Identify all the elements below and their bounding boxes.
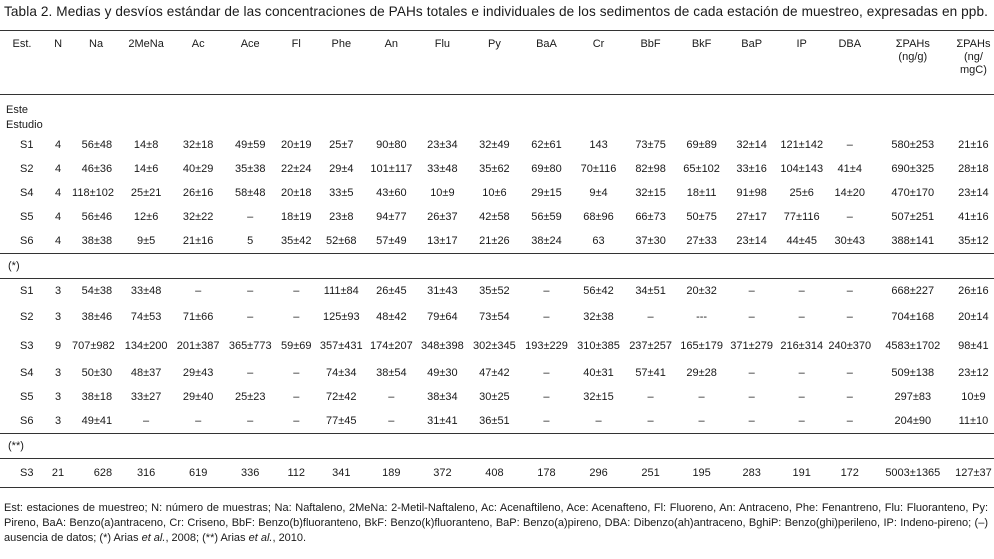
table-cell: 79±64 [427, 311, 458, 323]
station-cell: S3 [0, 459, 44, 488]
table-cell: 25±23 [234, 390, 266, 403]
table-cell: 371±279 [730, 340, 774, 352]
table-cell: 28±18 [958, 162, 989, 175]
table-cell: 172 [827, 459, 873, 488]
table-cell: 32±15 [583, 390, 614, 403]
table-cell: 195 [677, 459, 727, 488]
table-cell: 283 [727, 459, 777, 488]
table-cell: 31±41 [427, 414, 458, 427]
col-header: Na [72, 31, 120, 95]
table-cell: – [247, 414, 254, 427]
table-row [0, 205, 994, 229]
table-cell: 82±98 [635, 162, 666, 175]
table-cell: 22±24 [280, 162, 312, 175]
footnote-text: , 2008; (**) Arias [165, 532, 249, 544]
table-cell: 43±60 [376, 186, 407, 199]
table-cell: 3 [54, 366, 62, 379]
table-footnote [4, 501, 988, 546]
group-label-row [0, 95, 994, 134]
table-cell: 74±34 [326, 366, 357, 379]
table-row [0, 361, 994, 385]
table-cell: 580±253 [891, 138, 935, 151]
col-header: Fl [276, 31, 316, 95]
table-cell: – [276, 279, 316, 304]
table-cell: – [827, 279, 873, 304]
table-cell: 3 [44, 279, 72, 304]
col-header: Cr [573, 31, 625, 95]
table-cell: 38±24 [531, 234, 562, 247]
table-row [0, 385, 994, 409]
col-header: An [366, 31, 416, 95]
table-cell: – [846, 311, 853, 323]
group-label-row [0, 434, 994, 459]
table-cell: 52±68 [326, 234, 357, 247]
table-cell: 20±19 [280, 138, 312, 151]
table-cell: 48±42 [376, 311, 407, 323]
table-cell: 34±51 [625, 279, 677, 304]
table-cell: 3 [54, 390, 62, 403]
group-label [0, 434, 994, 459]
table-cell: – [846, 414, 853, 427]
footnote-etal: et al. [141, 532, 166, 544]
col-header: BaA [520, 31, 572, 95]
table-cell: 341 [316, 459, 366, 488]
table-cell: – [846, 390, 853, 403]
table-cell: – [388, 390, 395, 403]
table-cell: 38±54 [376, 366, 407, 379]
group-label [0, 254, 994, 279]
table-cell: – [846, 138, 853, 151]
station-cell: S6 [20, 234, 34, 247]
table-cell: 30±43 [834, 234, 865, 247]
table-cell: 35±12 [958, 234, 989, 247]
table-cell: 54±38 [72, 279, 120, 304]
col-header: Py [468, 31, 520, 95]
table-cell: – [798, 311, 805, 323]
col-header: Ace [224, 31, 276, 95]
table-cell: 104±143 [780, 162, 824, 175]
table-cell: 40±29 [182, 162, 214, 175]
table-cell: – [247, 311, 254, 323]
table-cell: 29±15 [531, 186, 562, 199]
table-cell: 27±17 [736, 210, 767, 223]
station-cell: S1 [20, 138, 34, 151]
table-cell: 49±30 [427, 366, 458, 379]
table-cell: 69±89 [686, 138, 717, 151]
table-cell: 33±16 [736, 162, 767, 175]
table-cell: 4583±1702 [885, 340, 941, 352]
table-cell: – [224, 279, 276, 304]
table-cell: 66±73 [635, 210, 666, 223]
col-header: BaP [727, 31, 777, 95]
table-caption: Tabla 2. Medias y desvíos estándar de las concentraciones de PAHs totales e individuales de los sedimentos de cada estación de muestreo, expresadas en ppb. [4, 4, 988, 19]
table-cell: 27±33 [686, 234, 717, 247]
table-cell: 704±168 [891, 311, 935, 323]
table-cell: 121±142 [780, 138, 824, 151]
table-cell: 35±42 [280, 234, 312, 247]
table-row [0, 459, 994, 488]
table-cell: 628 [72, 459, 120, 488]
group-label-line: Este [6, 104, 29, 116]
table-cell: 302±345 [473, 340, 516, 352]
table-cell: 101±117 [370, 162, 413, 175]
table-cell: 32±15 [635, 186, 666, 199]
table-cell: 26±16 [182, 186, 214, 199]
table-cell: 204±90 [894, 414, 932, 427]
table-cell: 336 [224, 459, 276, 488]
col-header-line: ΣPAHs [956, 38, 991, 50]
table-cell: 33±48 [120, 279, 172, 304]
table-cell: 14±20 [834, 186, 865, 199]
table-cell: 372 [416, 459, 468, 488]
table-cell: – [777, 279, 827, 304]
col-header: N [44, 31, 72, 95]
table-cell: 20±32 [677, 279, 727, 304]
table-cell: 388±141 [891, 234, 935, 247]
table-cell: 40±31 [583, 366, 614, 379]
table-cell: 48±37 [130, 366, 162, 379]
table-cell: – [293, 366, 300, 379]
table-cell: 65±102 [683, 162, 720, 175]
col-header: Phe [316, 31, 366, 95]
col-header: IP [777, 31, 827, 95]
table-cell: 5003±1365 [873, 459, 953, 488]
table-row [0, 229, 994, 254]
table-cell: 216±314 [780, 340, 824, 352]
col-header: Est. [0, 31, 44, 95]
table-cell: – [388, 414, 395, 427]
table-row [0, 133, 994, 157]
table-cell: 143 [589, 138, 608, 151]
table-cell: 507±251 [891, 210, 935, 223]
table-cell: 50±30 [81, 366, 113, 379]
table-cell: – [748, 390, 755, 403]
table-cell: 165±179 [680, 340, 723, 352]
table-cell: 77±116 [783, 210, 820, 223]
table-cell: 35±38 [234, 162, 266, 175]
table-cell: 193±229 [525, 340, 568, 352]
station-cell: S4 [20, 366, 34, 379]
table-cell: --- [696, 311, 708, 323]
table-cell: 178 [520, 459, 572, 488]
table-cell: 509±138 [891, 366, 935, 379]
station-cell: S2 [20, 311, 34, 323]
table-cell: 29±43 [182, 366, 214, 379]
table-cell: 41±16 [958, 210, 989, 223]
table-cell: – [543, 414, 550, 427]
table-cell: 32±22 [182, 210, 214, 223]
station-cell: S5 [20, 210, 34, 223]
table-cell: 9±5 [136, 234, 156, 247]
table-cell: 12±6 [133, 210, 159, 223]
table-cell: 38±38 [81, 234, 113, 247]
table-cell: 70±116 [580, 162, 617, 175]
table-cell: 98±41 [958, 340, 989, 352]
table-cell: 56±42 [573, 279, 625, 304]
table-cell: 9±4 [589, 186, 608, 199]
table-cell: 13±17 [427, 234, 458, 247]
col-header: 2MeNa [120, 31, 172, 95]
table-cell: 32±49 [479, 138, 510, 151]
table-cell: 26±45 [366, 279, 416, 304]
table-cell: 125±93 [322, 311, 360, 323]
table-cell: 30±25 [479, 390, 510, 403]
col-header-line: ΣPAHs [895, 38, 930, 50]
table-cell: 77±45 [326, 414, 357, 427]
table-row [0, 181, 994, 205]
table-cell: 240±370 [828, 340, 872, 352]
table-cell: 73±54 [479, 311, 510, 323]
table-cell: – [195, 414, 202, 427]
table-cell: 38±46 [81, 311, 113, 323]
table-cell: 14±6 [133, 162, 159, 175]
table-cell: 18±11 [686, 186, 717, 199]
col-header: DBA [827, 31, 873, 95]
table-cell: 32±18 [182, 138, 214, 151]
table-cell: – [698, 414, 705, 427]
table-cell: – [520, 279, 572, 304]
table-cell: 10±9 [430, 186, 455, 199]
table-cell: 62±61 [531, 138, 562, 151]
group-label-line: (*) [8, 259, 20, 272]
table-cell: 357±431 [319, 340, 363, 352]
table-cell: 316 [120, 459, 172, 488]
table-cell: 4 [54, 138, 62, 151]
table-cell: 46±36 [81, 162, 113, 175]
table-cell: 90±80 [376, 138, 407, 151]
table-cell: 5 [247, 234, 254, 247]
group-label-line: (**) [8, 439, 24, 452]
table-cell: 297±83 [894, 390, 932, 403]
table-cell: – [727, 279, 777, 304]
table-cell: 4 [54, 234, 62, 247]
table-cell: 38±18 [81, 390, 113, 403]
table-cell: 25±21 [130, 186, 162, 199]
table-cell: 49±41 [81, 414, 113, 427]
table-cell: 127±37 [953, 459, 994, 488]
table-cell: 44±45 [786, 234, 817, 247]
table-cell: – [647, 390, 654, 403]
station-cell: S6 [20, 414, 34, 427]
table-cell: – [846, 366, 853, 379]
table-cell: 365±773 [228, 340, 272, 352]
table-cell: 33±5 [329, 186, 354, 199]
table-cell: 3 [54, 311, 62, 323]
table-cell: – [798, 390, 805, 403]
table-cell: 4 [54, 186, 62, 199]
table-cell: – [293, 311, 300, 323]
table-cell: 251 [625, 459, 677, 488]
table-cell: – [543, 390, 550, 403]
table-cell: – [647, 311, 654, 323]
table-cell: 619 [172, 459, 224, 488]
group-label [0, 95, 994, 134]
table-cell: – [595, 414, 602, 427]
table-cell: 33±27 [130, 390, 162, 403]
table-cell: 21 [44, 459, 72, 488]
header-row [0, 31, 994, 95]
table-cell: 29±28 [686, 366, 717, 379]
footnote-etal: et al. [248, 532, 273, 544]
table-cell: 49±59 [234, 138, 266, 151]
table-cell: – [247, 366, 254, 379]
table-cell: – [293, 390, 300, 403]
table-cell: 174±207 [369, 340, 413, 352]
table-cell: 71±66 [182, 311, 214, 323]
table-cell: 59±69 [280, 340, 312, 352]
table-cell: 191 [777, 459, 827, 488]
table-cell: 690±325 [891, 162, 935, 175]
table-cell: 72±42 [326, 390, 357, 403]
table-cell: 58±48 [234, 186, 266, 199]
table-cell: 32±14 [736, 138, 767, 151]
table-cell: 91±98 [736, 186, 767, 199]
table-cell: 23±12 [958, 366, 989, 379]
table-cell: – [543, 366, 550, 379]
table-cell: 18±19 [280, 210, 312, 223]
table-cell: 41±4 [837, 162, 862, 175]
table-cell: – [798, 414, 805, 427]
table-cell: – [172, 279, 224, 304]
table-cell: 32±38 [583, 311, 614, 323]
table-cell: 69±80 [531, 162, 562, 175]
station-cell: S1 [0, 279, 44, 304]
table-cell: 25±6 [789, 186, 814, 199]
table-cell: 26±16 [953, 279, 994, 304]
table-cell: 21±16 [958, 138, 989, 151]
table-cell: 21±16 [182, 234, 214, 247]
station-cell: S2 [20, 162, 34, 175]
table-cell: – [846, 210, 853, 223]
table-cell: 56±59 [531, 210, 562, 223]
table-cell: 42±58 [479, 210, 510, 223]
table-cell: 33±48 [427, 162, 458, 175]
table-cell: 26±37 [427, 210, 458, 223]
table-cell: 21±26 [479, 234, 510, 247]
table-cell: 23±14 [736, 234, 767, 247]
table-cell: 35±62 [479, 162, 510, 175]
table-cell: – [698, 390, 705, 403]
table-cell: 63 [592, 234, 605, 247]
table-row [0, 279, 994, 304]
table-cell: 3 [54, 414, 62, 427]
table-cell: 31±43 [416, 279, 468, 304]
table-cell: 470±170 [891, 186, 935, 199]
table-cell: 38±34 [427, 390, 458, 403]
table-body [0, 95, 994, 488]
table-cell: 56±48 [81, 138, 113, 151]
table-cell: 94±77 [376, 210, 407, 223]
table-cell: 296 [573, 459, 625, 488]
table-cell: 408 [468, 459, 520, 488]
group-label-row [0, 254, 994, 279]
table-cell: 118±102 [72, 186, 114, 199]
footnote-text: , 2010. [272, 532, 307, 544]
col-header: Ac [172, 31, 224, 95]
table-cell: 112 [276, 459, 316, 488]
table-cell: 189 [366, 459, 416, 488]
table-cell: 57±49 [376, 234, 407, 247]
station-cell: S3 [20, 340, 34, 352]
table-cell: 20±14 [958, 311, 989, 323]
footnote-text: Est: estaciones de muestreo; N: número de muestras; Na: Naftaleno, 2MeNa: 2-Metil-Naftaleno, Ac: Acenaftileno, Ace: Acenafteno, Fl: Fluoreno, An: Antraceno, Phe: Fenantreno, Flu: Fluoranteno, Py: Pireno, BaA: Benzo(a)antraceno, Cr: Criseno, BbF: Benzo(b)fluoranteno, BkF: Benzo(k)fluoranteno, BaP: Benzo(a)pireno, DBA: Dibenzo(ah)antraceno, BghiP: Benzo(ghi)perileno, IP: Indeno-pireno; (–) ausencia de datos; (*) Arias [4, 502, 988, 544]
table-cell: 4 [54, 162, 62, 175]
col-header: BkF [677, 31, 727, 95]
table-cell: 74±53 [130, 311, 162, 323]
col-header-sum-ng-mgc [953, 31, 994, 95]
table-cell: 348±398 [421, 340, 464, 352]
table-cell: – [748, 414, 755, 427]
table-cell: 25±7 [329, 138, 354, 151]
station-cell: S4 [20, 186, 34, 199]
table-cell: 11±10 [958, 414, 989, 427]
table-cell: 310±385 [577, 340, 620, 352]
group-label-line: Estudio [6, 119, 43, 131]
table-cell: 20±18 [280, 186, 312, 199]
table-cell: 707±982 [72, 340, 115, 352]
table-cell: 35±52 [468, 279, 520, 304]
table-cell: 10±6 [482, 186, 507, 199]
table-cell: – [543, 311, 550, 323]
station-cell: S5 [20, 390, 34, 403]
table-cell: 23±14 [958, 186, 989, 199]
table-row [0, 157, 994, 181]
col-header-line: mgC) [959, 64, 987, 76]
table-row [0, 409, 994, 434]
table-cell: – [748, 366, 755, 379]
table-cell: – [293, 414, 300, 427]
col-header-line: (ng/ [963, 51, 983, 63]
table-cell: 50±75 [686, 210, 717, 223]
table-cell: 237±257 [629, 340, 672, 352]
table-cell: 56±46 [81, 210, 113, 223]
table-cell: 29±40 [182, 390, 214, 403]
table-cell: – [647, 414, 654, 427]
pah-table [0, 30, 994, 488]
table-cell: 201±387 [176, 340, 220, 352]
table-cell: – [143, 414, 150, 427]
table-cell: 23±8 [329, 210, 354, 223]
table-cell: 73±75 [635, 138, 666, 151]
table-cell: 134±200 [124, 340, 168, 352]
table-cell: 14±8 [133, 138, 159, 151]
table-cell: 37±30 [635, 234, 666, 247]
table-cell: 668±227 [873, 279, 953, 304]
col-header: Flu [416, 31, 468, 95]
table-cell: 23±34 [427, 138, 458, 151]
table-cell: 36±51 [479, 414, 510, 427]
col-header-line: (ng/g) [898, 51, 928, 63]
table-cell: – [247, 210, 254, 223]
table-cell: – [798, 366, 805, 379]
table-cell: 47±42 [479, 366, 510, 379]
table-cell: 111±84 [316, 279, 366, 304]
col-header: BbF [625, 31, 677, 95]
table-row [0, 332, 994, 361]
table-cell: 57±41 [635, 366, 666, 379]
table-cell: 10±9 [961, 390, 986, 403]
table-cell: 68±96 [583, 210, 614, 223]
table-row [0, 303, 994, 332]
col-header-sum-ng-g [873, 31, 953, 95]
table-cell: 4 [54, 210, 62, 223]
table-cell: – [748, 311, 755, 323]
table-cell: 29±4 [329, 162, 354, 175]
table-cell: 9 [54, 340, 62, 352]
